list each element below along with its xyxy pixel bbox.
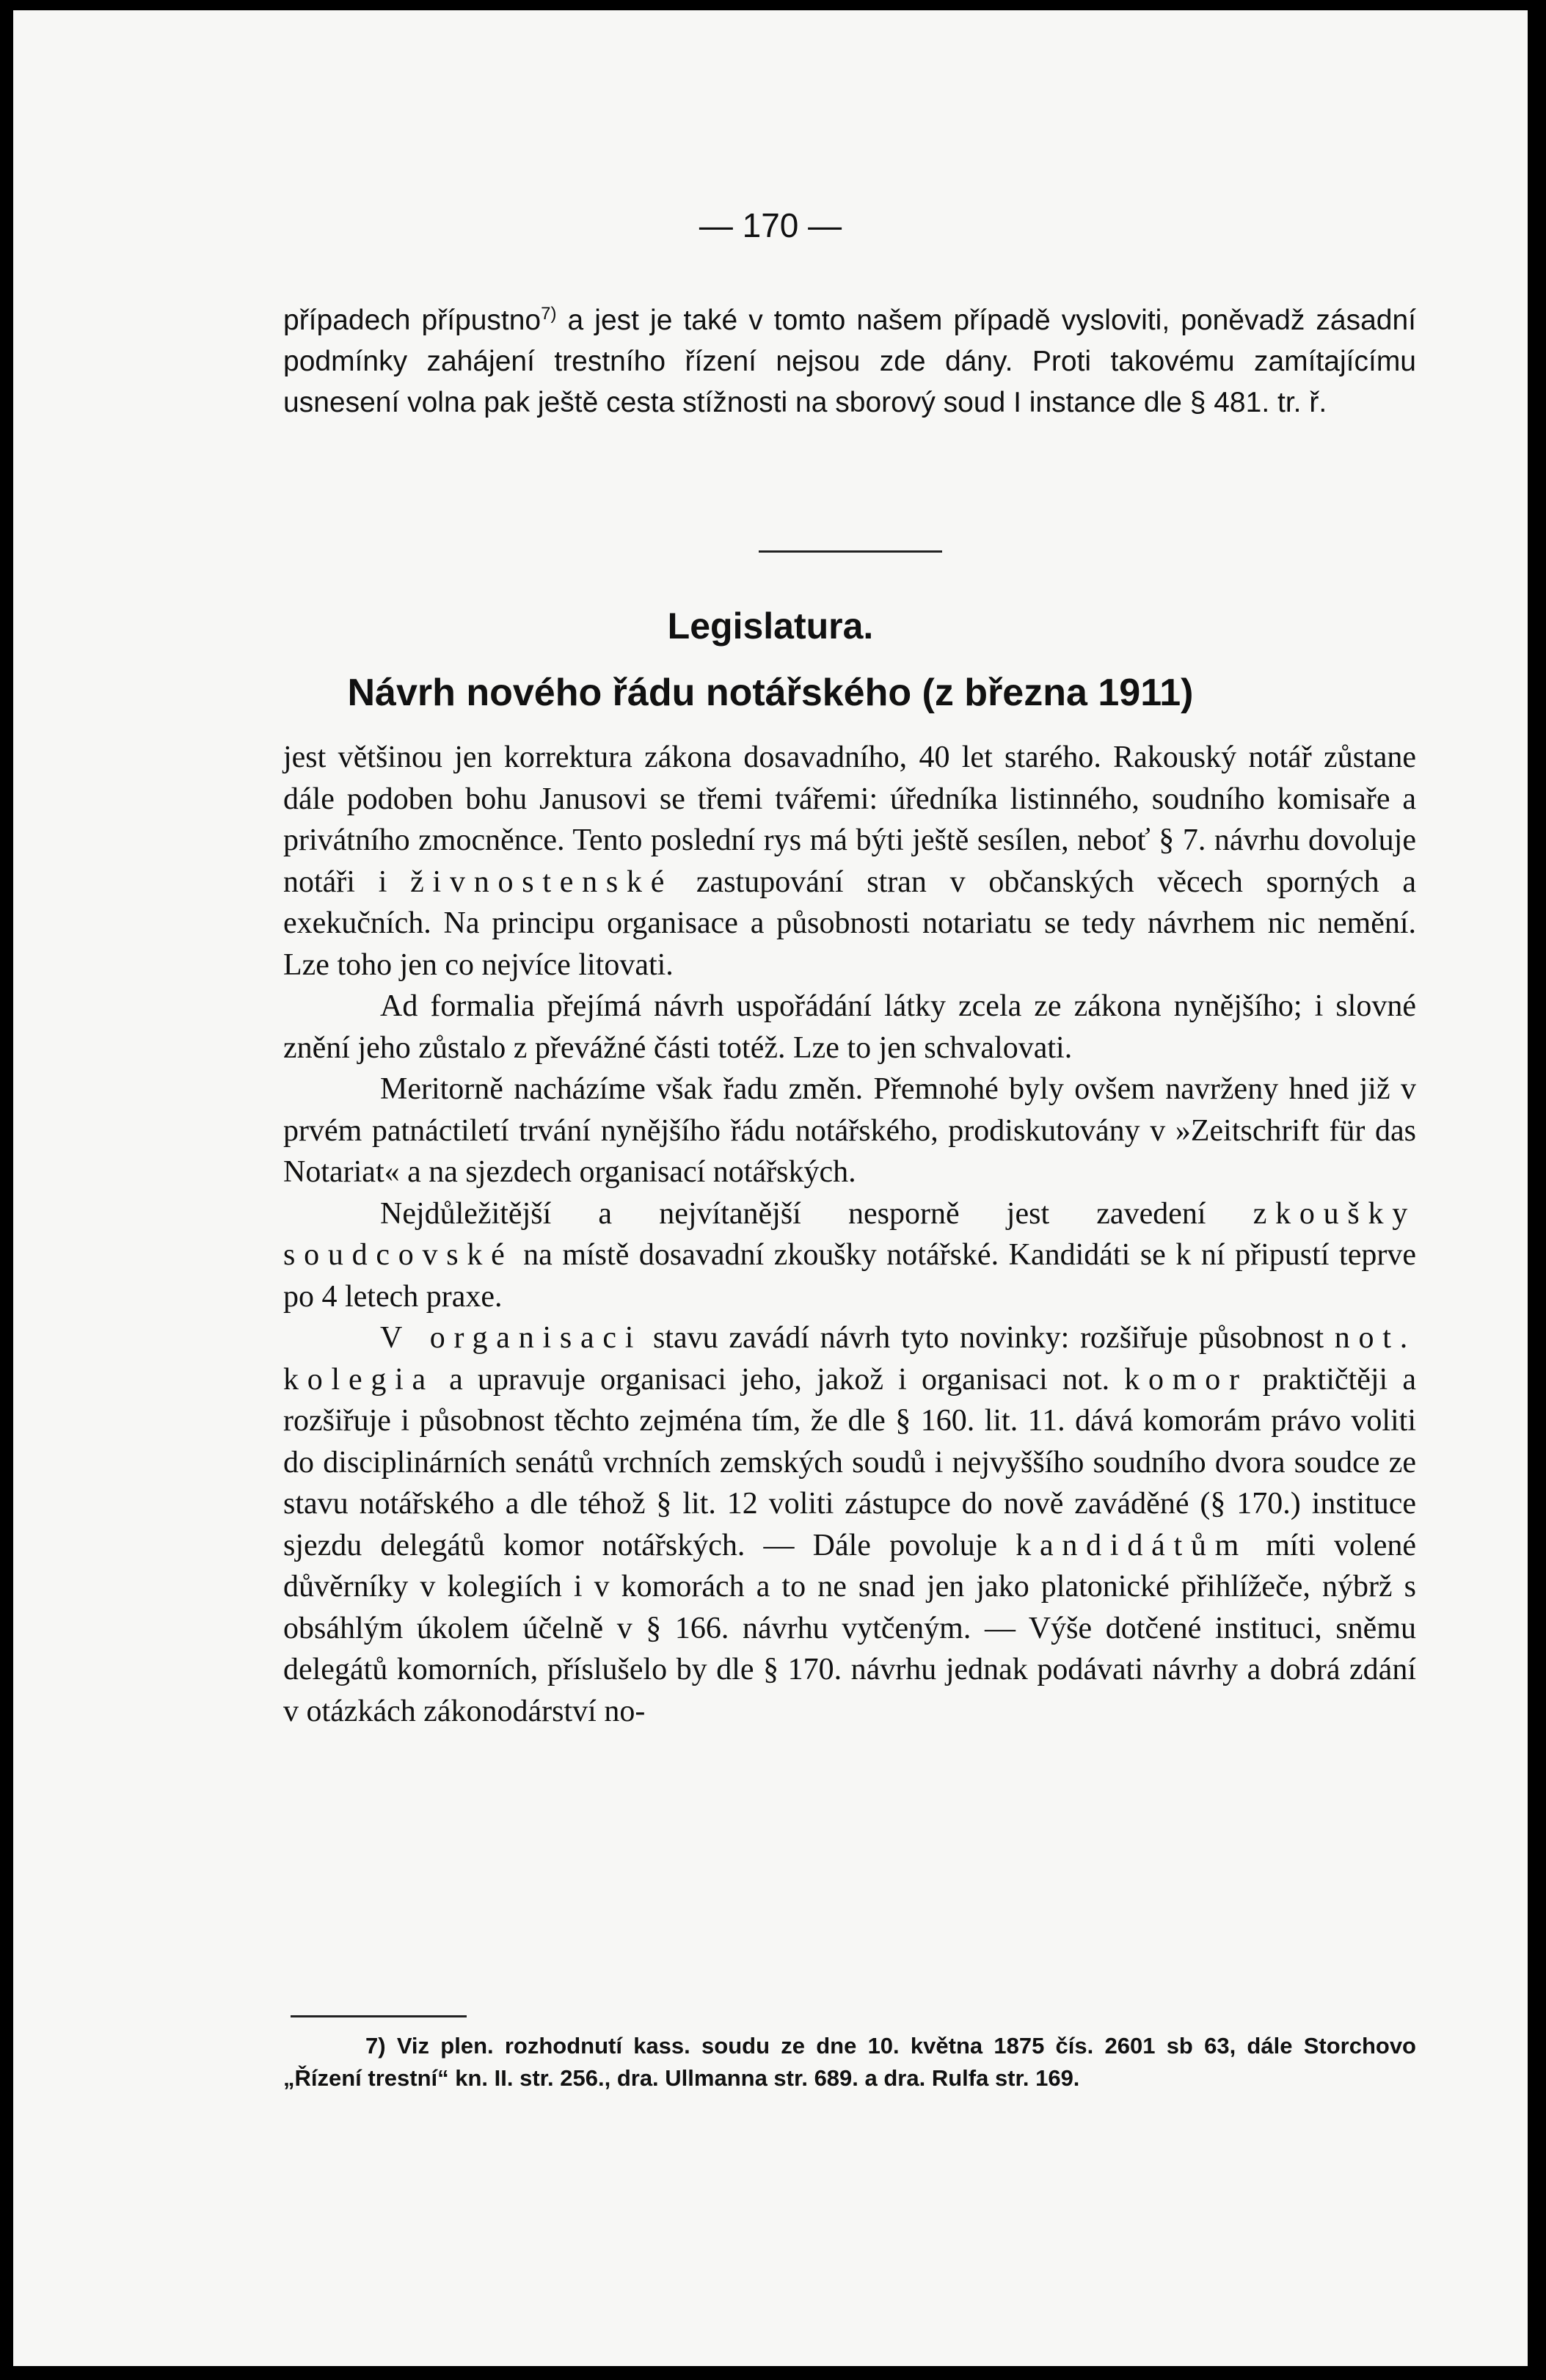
paragraph-1-end: zastupování stran v občanských věcech sporných a exekučních. Na principu organisace a působnosti notariatu se tedy návrhem nic nemění. Lze toho jen co nejvíce litovati. <box>283 865 1417 982</box>
emphasis-zivnostenske: živnostenské <box>410 865 674 899</box>
paragraph-4-end: na místě dosavadní zkoušky notářské. Kandidáti se k ní připustí teprve po 4 letech praxe. <box>283 1238 1416 1314</box>
emphasis-kandidatum: kandidátům <box>1016 1528 1248 1562</box>
book-page <box>13 10 1528 2366</box>
paragraph-1-text: jest většinou jen korrektura zákona dosavadního, 40 let starého. Rakouský notář zůstane dále podoben bohu Janusovi se třemi tvářemi: úředníka listinného, soudního komisaře a privátního zmocněnce. Tento poslední rys má býti ještě sesílen, neboť § 7. návrhu dovoluje notáři i <box>283 740 1416 899</box>
section-title: Legislatura. <box>667 605 874 647</box>
emphasis-v-organisaci: V organisaci <box>380 1321 643 1355</box>
paragraph-4-text: Nejdůležitější a nejvítanější nesporně jest zavedení <box>380 1196 1253 1231</box>
paragraph-5 <box>283 1317 1416 1732</box>
emphasis-komor: komor <box>1124 1362 1248 1397</box>
intro-text-end: a jest je také v tomto našem případě vysloviti, poněvadž zásadní podmínky zahájení trestního řízení nejsou zde dány. Proti takovému zamítajícímu usnesení volna pak ještě cesta stížnosti na sborový soud I instance dle § 481. tr. ř. <box>283 305 1417 418</box>
emphasis-not-kolegia: not. kolegia <box>283 1321 1416 1397</box>
paragraph-5-part-b: a upravuje organisaci jeho, jakož i organisaci not. <box>434 1362 1125 1397</box>
page-number: — 170 — <box>699 206 842 244</box>
section-divider <box>759 550 942 553</box>
footnote-text: Viz plen. rozhodnutí kass. soudu ze dne 10. května 1875 čís. 2601 sb 63, dále Storchovo „Řízení trestní“ kn. II. str. 256., dra. Ullmanna str. 689. a dra. Rulfa str. 169. <box>283 2033 1416 2091</box>
paragraph-5-part-c: praktičtěji a rozšiřuje i působnost těchto zejména tím, že dle § 160. lit. 11. dává komorám právo voliti do disciplinárních senátů vrchních zemských soudů i nejvyššího soudního dvora soudce ze stavu notářského a dle téhož § lit. 12 voliti zástupce do nově zaváděné (§ 170.) instituce sjezdu delegátů komor notářských. — Dále povoluje <box>283 1362 1416 1562</box>
paragraph-3: Meritorně nacházíme však řadu změn. Přemnohé byly ovšem navrženy hned již v prvém patnáctiletí trvání nynějšího řádu notářského, prodiskutovány v »Zeitschrift für das Notariat« a na sjezdech organisací notářských. <box>283 1072 1416 1189</box>
section-subtitle: Návrh nového řádu notářského (z března 1911) <box>347 672 1194 714</box>
paragraph-1 <box>283 737 1416 986</box>
intro-text-start: případech přípustno <box>283 305 542 336</box>
intro-paragraph <box>283 294 1416 423</box>
paragraph-2: Ad formalia přejímá návrh uspořádání látky zcela ze zákona nynějšího; i slovné znění jeho zůstalo z převážné části totéž. Lze to jen schvalovati. <box>283 989 1416 1065</box>
paragraph-4 <box>283 1193 1416 1318</box>
paragraph-5-part-d: míti volené důvěrníky v kolegiích i v komorách a to ne snad jen jako platonické přihlížeče, nýbrž s obsáhlým úkolem účelně v § 166. návrhu vytčeným. — Výše dotčené instituci, sněmu delegátů komorních, příslušelo by dle § 170. návrhu jednak podávati návrhy a dobrá zdání v otázkách zákonodárství no- <box>283 1528 1416 1728</box>
article-body <box>283 737 1416 1732</box>
footnote-divider <box>291 2015 467 2017</box>
footnote <box>283 2030 1416 2095</box>
footnote-marker: 7) <box>365 2033 386 2059</box>
emphasis-zkousky-soudcovske: zkoušky soudcovské <box>283 1196 1416 1272</box>
footnote-reference: 7) <box>541 304 557 324</box>
paragraph-5-part-a: stavu zavádí návrh tyto novinky: rozšiřuje působnost <box>642 1321 1335 1355</box>
